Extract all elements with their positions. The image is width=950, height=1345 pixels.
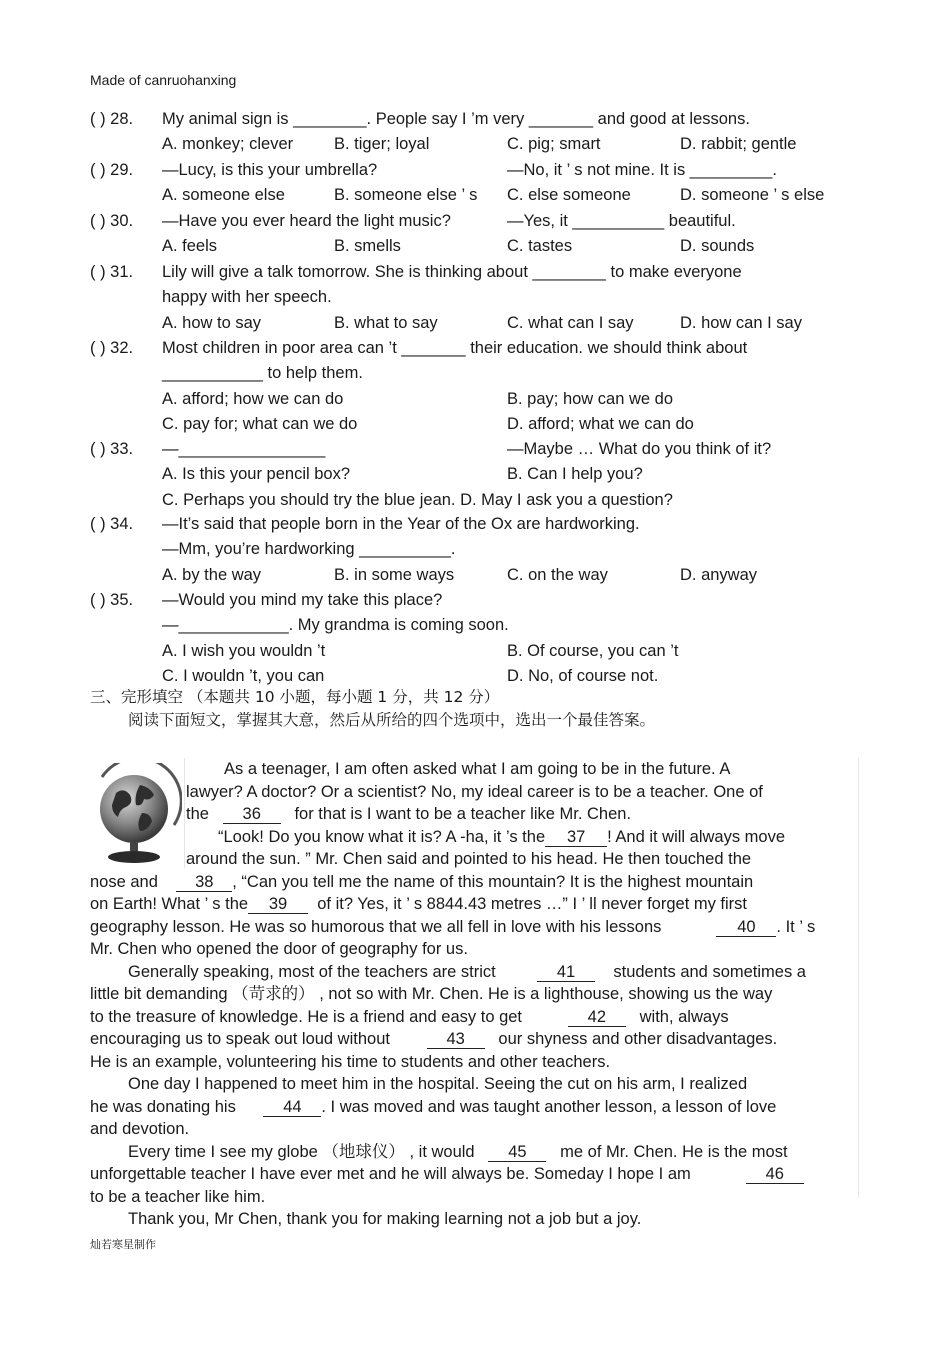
question-stem: Most children in poor area can ’t _______ their education. we should think about [162, 339, 748, 357]
question-32 [90, 336, 870, 437]
passage-line: to the treasure of knowledge. He is a friend and easy to get [90, 1007, 523, 1026]
cloze-blank-40[interactable]: 40 [716, 918, 776, 937]
passage-line: Mr. Chen who opened the door of geography for us. [90, 940, 468, 958]
option-b: B. in some ways [334, 565, 455, 584]
option-a: A. feels [162, 237, 218, 256]
passage-line: lawyer? A doctor? Or a scientist? No, my ideal career is to be a teacher. One of [186, 782, 763, 801]
option-c: C. pay for; what can we do [162, 414, 358, 433]
question-34 [90, 512, 870, 588]
option-c: C. pig; smart [507, 135, 601, 154]
passage-line: he was donating his [90, 1097, 236, 1116]
passage-line: nose and [90, 872, 158, 891]
question-29 [90, 158, 870, 209]
passage-line: Thank you, Mr Chen, thank you for making learning not a job but a joy. [128, 1210, 642, 1228]
passage-line: Every time I see my globe （地球仪） , it would [128, 1142, 475, 1161]
question-stem-continued: happy with her speech. [162, 288, 332, 307]
passage-line: “Look! Do you know what it is? A -ha, it ’s the [218, 827, 546, 846]
passage-line: the [186, 805, 209, 823]
cloze-blank-36[interactable]: 36 [223, 805, 281, 824]
passage-line: to be a teacher like him. [90, 1187, 266, 1206]
question-number: ( ) 32. [90, 339, 134, 357]
option-a: A. someone else [162, 186, 285, 205]
option-a: A. monkey; clever [162, 135, 294, 154]
question-number: ( ) 30. [90, 212, 134, 230]
option-b: B. what to say [334, 313, 438, 332]
cloze-blank-39[interactable]: 39 [248, 895, 308, 914]
question-stem-continued: ___________ to help them. [162, 364, 363, 383]
question-stem: Lily will give a talk tomorrow. She is thinking about ________ to make everyone [162, 263, 742, 281]
passage-line: One day I happened to meet him in the hospital. Seeing the cut on his arm, I realized [128, 1075, 748, 1093]
question-stem: —________________ [162, 440, 326, 458]
cloze-blank-45[interactable]: 45 [488, 1143, 546, 1162]
cloze-blank-42[interactable]: 42 [568, 1008, 626, 1027]
question-number: ( ) 33. [90, 440, 134, 458]
cloze-blank-41[interactable]: 41 [537, 963, 595, 982]
question-number: ( ) 31. [90, 263, 134, 281]
option-a: A. afford; how we can do [162, 389, 344, 408]
option-d: D. anyway [680, 565, 758, 584]
question-stem-continued: —____________. My grandma is coming soon. [162, 616, 509, 635]
section-title: 三、完形填空 （本题共 10 小题，每小题 1 分，共 12 分） [90, 688, 500, 706]
option-a: A. Is this your pencil box? [162, 465, 351, 484]
passage-line: He is an example, volunteering his time to students and other teachers. [90, 1052, 611, 1071]
passage-line: unforgettable teacher I have ever met and he will always be. Someday I hope I am [90, 1165, 691, 1183]
option-d: D. how can I say [680, 313, 802, 332]
passage-line: ! And it will always move [607, 827, 786, 846]
option-d: D. No, of course not. [507, 666, 659, 685]
option-a: A. how to say [162, 313, 262, 332]
passage-line: geography lesson. He was so humorous that we all fell in love with his lessons [90, 917, 662, 936]
question-number: ( ) 34. [90, 515, 134, 533]
passage-line: little bit demanding （苛求的） , not so with Mr. Chen. He is a lighthouse, showing us the way [90, 985, 773, 1003]
option-b: B. tiger; loyal [334, 135, 430, 154]
option-b: B. smells [334, 237, 401, 256]
passage-line: of it? Yes, it ’ s 8844.43 metres …” I ’ ll never forget my first [317, 895, 748, 913]
passage-line: Generally speaking, most of the teachers are strict [128, 962, 496, 981]
option-c: C. tastes [507, 237, 573, 256]
question-stem: —Would you mind my take this place? [162, 591, 443, 609]
option-c: C. what can I say [507, 313, 634, 332]
option-c: C. on the way [507, 565, 608, 584]
cloze-blank-43[interactable]: 43 [427, 1030, 485, 1049]
passage-line: . I was moved and was taught another lesson, a lesson of love [321, 1097, 777, 1116]
question-35 [90, 588, 870, 689]
passage-line: around the sun. ” Mr. Chen said and pointed to his head. He then touched the [186, 850, 752, 868]
question-28 [90, 107, 870, 158]
passage-line: our shyness and other disadvantages. [498, 1030, 778, 1048]
page-header: Made of canruohanxing [90, 72, 237, 88]
section-cloze-heading [90, 686, 655, 732]
question-stem: —Lucy, is this your umbrella? [162, 161, 378, 179]
question-number: ( ) 29. [90, 161, 134, 179]
passage-line: encouraging us to speak out loud without [90, 1030, 390, 1048]
cloze-blank-44[interactable]: 44 [263, 1098, 321, 1117]
question-30 [90, 209, 870, 260]
option-a: A. I wish you wouldn ’t [162, 641, 326, 660]
option-d: D. sounds [680, 237, 755, 256]
option-b: B. someone else ’ s [334, 186, 478, 205]
option-b: B. pay; how can we do [507, 389, 674, 408]
cloze-blank-46[interactable]: 46 [746, 1165, 804, 1184]
passage-line: with, always [639, 1007, 729, 1026]
question-33 [90, 437, 870, 513]
question-31 [90, 260, 870, 336]
passage-line: me of Mr. Chen. He is the most [560, 1142, 788, 1161]
passage-line: students and sometimes a [613, 962, 806, 981]
passage-line: and devotion. [90, 1120, 190, 1138]
cloze-blank-38[interactable]: 38 [176, 873, 232, 892]
question-response: —No, it ’ s not mine. It is _________. [507, 161, 777, 179]
passage-line: on Earth! What ’ s the [90, 895, 249, 913]
question-number: ( ) 35. [90, 591, 134, 609]
option-d: D. rabbit; gentle [680, 135, 797, 154]
option-b: B. Can I help you? [507, 465, 643, 484]
question-response: —Maybe … What do you think of it? [507, 440, 772, 458]
option-d: D. afford; what we can do [507, 414, 694, 433]
passage-line: . It ’ s [776, 917, 816, 936]
question-stem: My animal sign is ________. People say I ’m very _______ and good at lessons. [162, 110, 750, 128]
question-response: —Yes, it __________ beautiful. [507, 212, 736, 230]
cloze-passage [90, 758, 860, 1231]
option-b: B. Of course, you can ’t [507, 641, 679, 660]
cloze-blank-37[interactable]: 37 [545, 828, 607, 847]
question-number: ( ) 28. [90, 110, 134, 128]
passage-line: for that is I want to be a teacher like Mr. Chen. [294, 805, 632, 823]
passage-line: As a teenager, I am often asked what I am going to be in the future. A [224, 760, 731, 778]
option-c-d: C. Perhaps you should try the blue jean. D. May I ask you a question? [162, 490, 673, 509]
question-stem-continued: —Mm, you’re hardworking __________. [162, 540, 456, 559]
question-stem: —Have you ever heard the light music? [162, 212, 451, 230]
option-c: C. else someone [507, 186, 631, 205]
page-footer: 灿若寒星制作 [90, 1238, 156, 1251]
section-instruction: 阅读下面短文，掌握其大意，然后从所给的四个选项中，选出一个最佳答案。 [128, 711, 656, 729]
question-stem: —It’s said that people born in the Year of the Ox are hardworking. [162, 515, 640, 533]
option-d: D. someone ’ s else [680, 186, 825, 205]
option-c: C. I wouldn ’t, you can [162, 666, 325, 685]
passage-line: , “Can you tell me the name of this mountain? It is the highest mountain [232, 872, 754, 891]
option-a: A. by the way [162, 565, 262, 584]
